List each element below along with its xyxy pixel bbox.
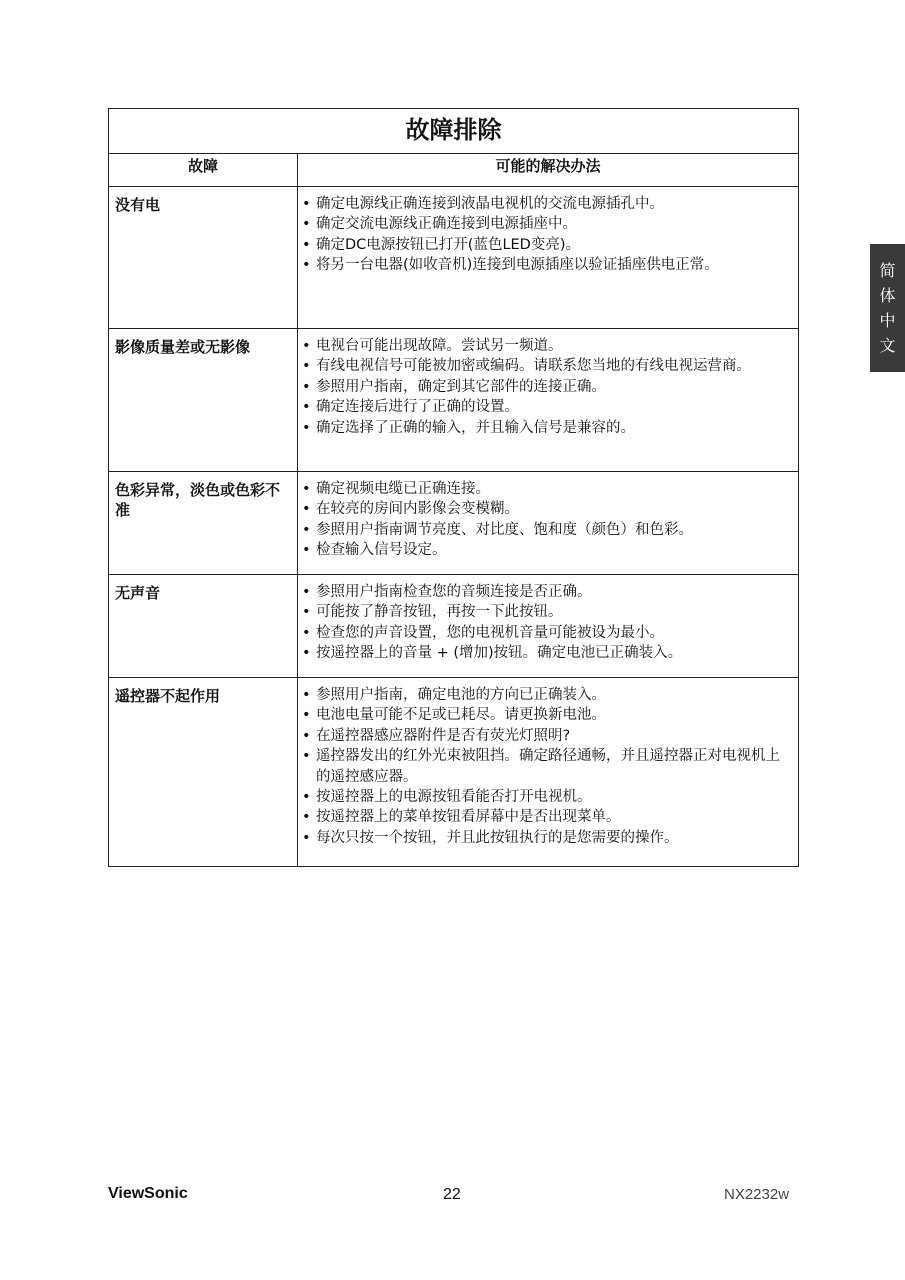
column-header-problem: 故障 bbox=[109, 154, 298, 187]
list-item: • 按遥控器上的电源按钮看能否打开电视机。 bbox=[302, 789, 592, 806]
page-number: 22 bbox=[443, 1186, 461, 1203]
problem-cell: 无声音 bbox=[109, 575, 298, 678]
language-tab-char: 中 bbox=[879, 311, 896, 330]
problem-cell: 遥控器不起作用 bbox=[109, 678, 298, 867]
troubleshooting-table bbox=[108, 108, 799, 867]
list-item: • 每次只按一个按钮，并且此按钮执行的是您需要的操作。 bbox=[302, 829, 679, 846]
language-tab-char: 体 bbox=[879, 286, 896, 305]
list-item: • 参照用户指南，确定到其它部件的连接正确。 bbox=[302, 378, 606, 395]
list-item: • 参照用户指南检查您的音频连接是否正确。 bbox=[302, 584, 592, 600]
column-header-solution: 可能的解决办法 bbox=[298, 154, 799, 187]
solution-cell bbox=[298, 472, 799, 575]
table-row bbox=[109, 678, 799, 867]
problem-cell: 影像质量差或无影像 bbox=[109, 329, 298, 472]
list-item: • 有线电视信号可能被加密或编码。请联系您当地的有线电视运营商。 bbox=[302, 358, 751, 375]
list-item: • 按遥控器上的菜单按钮看屏幕中是否出现菜单。 bbox=[302, 809, 621, 826]
model-number: NX2232w bbox=[724, 1186, 790, 1203]
table-title: 故障排除 bbox=[109, 109, 799, 154]
language-tab-char: 文 bbox=[879, 336, 896, 355]
problem-cell: 色彩异常，淡色或色彩不准 bbox=[109, 472, 298, 575]
table-row bbox=[109, 472, 799, 575]
list-item: • 检查您的声音设置，您的电视机音量可能被设为最小。 bbox=[302, 624, 664, 641]
footer-brand: ViewSonic bbox=[108, 1185, 188, 1202]
solution-cell bbox=[298, 187, 799, 329]
list-item: • 确定连接后进行了正确的设置。 bbox=[302, 399, 519, 416]
list-item: • 确定视频电缆已正确连接。 bbox=[302, 481, 490, 497]
problem-cell: 没有电 bbox=[109, 187, 298, 329]
language-tab bbox=[870, 244, 905, 372]
list-item: • 将另一台电器(如收音机)连接到电源插座以验证插座供电正常。 bbox=[302, 257, 719, 274]
list-item: • 可能按了静音按钮，再按一下此按钮。 bbox=[302, 604, 563, 621]
list-item: • 在较亮的房间内影像会变模糊。 bbox=[302, 501, 519, 518]
list-item: • 检查输入信号设定。 bbox=[302, 542, 447, 559]
list-item: • 电池电量可能不足或已耗尽。请更换新电池。 bbox=[302, 707, 606, 724]
table-row bbox=[109, 187, 799, 329]
solution-cell bbox=[298, 329, 799, 472]
list-item: • 确定交流电源线正确连接到电源插座中。 bbox=[302, 216, 577, 233]
language-tab-char: 简 bbox=[879, 261, 896, 280]
table-row bbox=[109, 575, 799, 678]
list-item: • 参照用户指南调节亮度、对比度、饱和度（颜色）和色彩。 bbox=[302, 521, 693, 538]
list-item: • 参照用户指南，确定电池的方向已正确装入。 bbox=[302, 687, 606, 703]
list-item: • 确定电源线正确连接到液晶电视机的交流电源插孔中。 bbox=[302, 196, 664, 212]
list-item: • 确定DC电源按钮已打开(蓝色LED变亮)。 bbox=[302, 236, 581, 253]
list-item: • 电视台可能出现故障。尝试另一频道。 bbox=[302, 338, 563, 354]
list-item: • 按遥控器上的音量 + (增加)按钮。确定电池已正确装入。 bbox=[302, 645, 683, 662]
list-item: • 确定选择了正确的输入，并且输入信号是兼容的。 bbox=[302, 419, 635, 436]
table-row bbox=[109, 329, 799, 472]
solution-cell bbox=[298, 678, 799, 867]
list-item: • 遥控器发出的红外光束被阻挡。确定路径通畅，并且遥控器正对电视机上的遥控感应器。 bbox=[302, 748, 780, 785]
list-item: • 在遥控器感应器附件是否有荧光灯照明? bbox=[302, 727, 571, 744]
solution-cell bbox=[298, 575, 799, 678]
